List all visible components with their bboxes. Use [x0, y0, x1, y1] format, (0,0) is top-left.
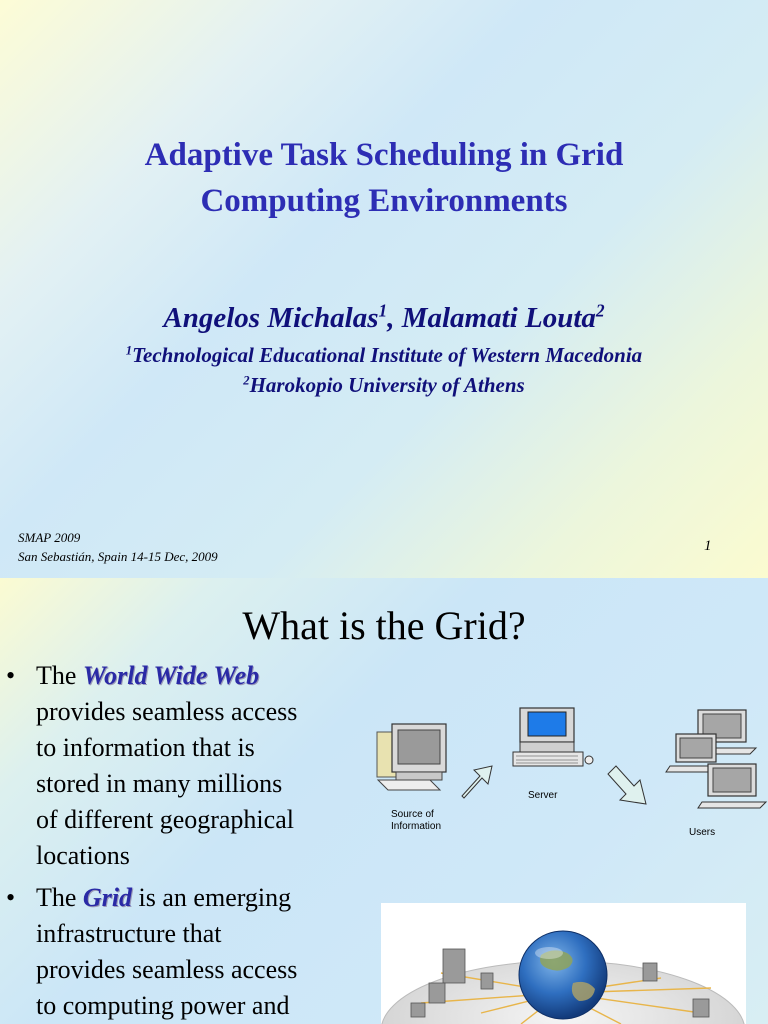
bullet-www-line: of different geographical — [36, 805, 294, 834]
source-label-line-2: Information — [391, 821, 442, 832]
title-line-2: Computing Environments — [200, 183, 568, 219]
keyword-www: World Wide Web — [82, 661, 260, 690]
affiliation-1-text: Technological Educational Institute of Western Macedonia — [132, 343, 643, 367]
users-icon — [666, 710, 766, 808]
bullet-www-line: locations — [36, 841, 130, 870]
bullet-www-line: stored in many millions — [36, 769, 283, 798]
author-2: Malamati Louta — [401, 302, 596, 334]
affiliation-2-text: Harokopio University of Athens — [249, 373, 525, 397]
affiliation-1 — [0, 340, 768, 370]
keyword-grid: Grid — [82, 883, 133, 912]
slide-title: What is the Grid? — [242, 603, 526, 648]
authors-line — [0, 302, 768, 335]
bullet-www-line: to information that is — [36, 733, 255, 762]
footer-location: San Sebastián, Spain 14-15 Dec, 2009 — [18, 549, 218, 564]
server-label: Server — [528, 790, 558, 801]
bullet-grid-post: is an emerging — [132, 883, 292, 912]
bullet-grid-line: infrastructure that — [36, 919, 222, 948]
bullet-marker: • — [6, 883, 16, 912]
footer-conference: SMAP 2009 — [18, 530, 81, 545]
server-icon — [513, 708, 593, 766]
author-1: Angelos Michalas — [163, 302, 379, 334]
bullet-www-line: provides seamless access — [36, 697, 298, 726]
affiliation-2 — [0, 370, 768, 400]
bullet-grid — [6, 880, 356, 1024]
bullet-grid-line: to computing power and — [36, 991, 290, 1020]
grid-globe-image — [381, 903, 746, 1024]
affiliation-2-sup: 2 — [243, 373, 250, 388]
bullet-grid-text — [36, 880, 356, 1024]
bullet-grid-pre: The — [36, 883, 83, 912]
title-line-1: Adaptive Task Scheduling in Grid — [144, 137, 624, 173]
bullet-www — [6, 658, 356, 874]
source-label-line-1: Source of — [391, 809, 434, 820]
author-1-sup: 1 — [378, 300, 388, 321]
source-computer-icon — [377, 724, 446, 790]
source-label — [391, 809, 441, 833]
users-label: Users — [689, 827, 716, 838]
arrow-up-right-icon — [462, 766, 492, 798]
grid-intro-slide — [0, 578, 768, 1024]
bullet-marker: • — [6, 661, 16, 690]
presentation-title — [0, 132, 768, 224]
page-number: 1 — [704, 538, 712, 554]
author-2-sup: 2 — [595, 300, 605, 321]
bullet-www-text — [36, 658, 356, 874]
grid-illustration — [381, 903, 746, 1024]
bullet-grid-line: provides seamless access — [36, 955, 298, 984]
arrow-down-right-icon — [608, 766, 646, 804]
author-separator: , — [387, 302, 402, 334]
affiliation-1-sup: 1 — [125, 343, 133, 358]
bullet-www-pre: The — [36, 661, 83, 690]
